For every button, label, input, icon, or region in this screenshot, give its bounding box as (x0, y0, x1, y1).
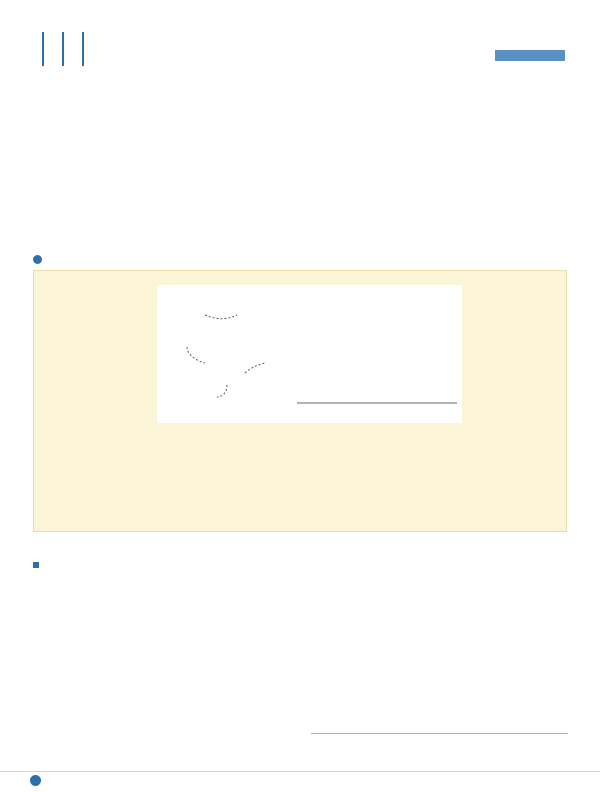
journal-logo (33, 30, 233, 68)
toc-svg (157, 285, 462, 423)
article-type-badge (495, 50, 565, 61)
supporting-information-link[interactable] (33, 255, 46, 264)
toc-graphic (157, 285, 462, 423)
section-square-icon (33, 562, 39, 568)
footer-divider (0, 771, 600, 772)
acs-logo-icon (30, 775, 41, 786)
reaction-arrow-1 (205, 315, 237, 319)
dates-divider (311, 733, 568, 734)
reaction-arrow-3 (217, 385, 227, 397)
acs-publications-logo[interactable] (30, 775, 44, 786)
reaction-arrow-4 (245, 363, 265, 373)
publication-dates (311, 738, 377, 764)
supporting-info-icon (33, 255, 42, 264)
reaction-arrow-2 (187, 347, 205, 363)
introduction-heading (33, 562, 43, 568)
